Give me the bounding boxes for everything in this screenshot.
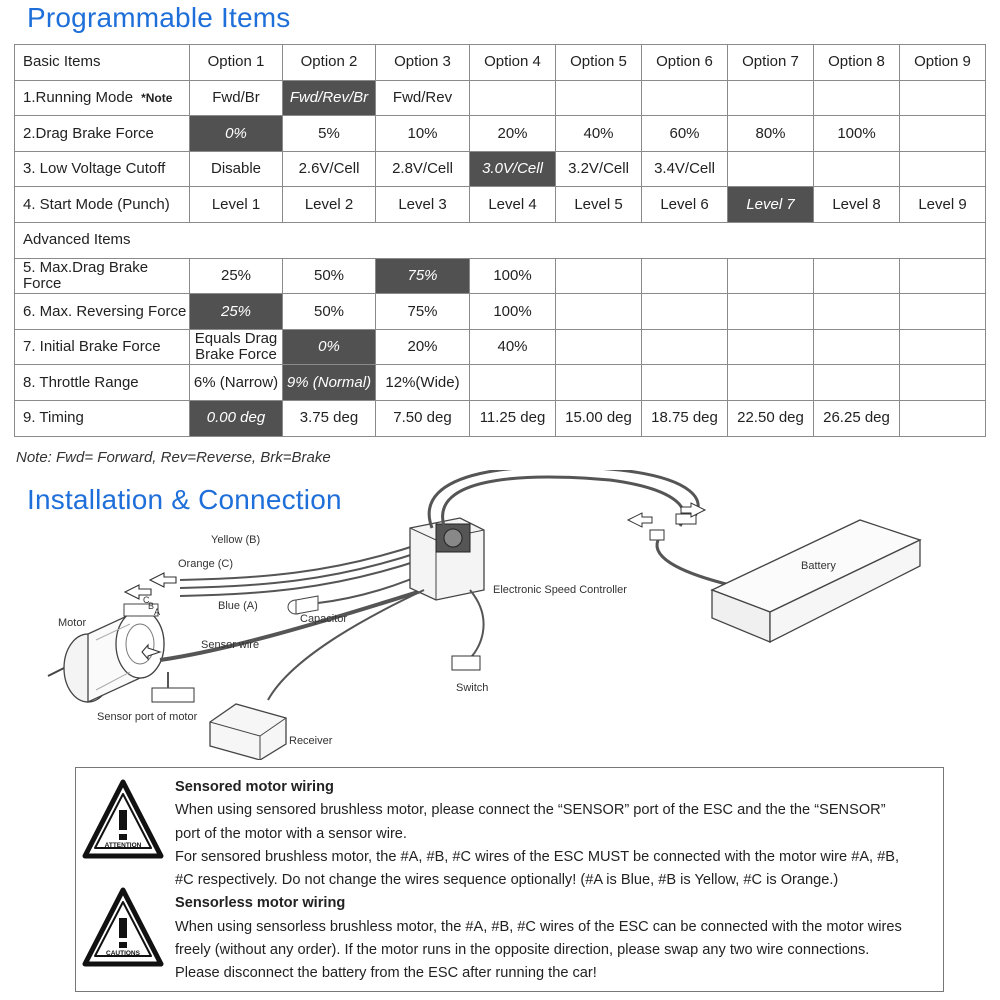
option-header: Option 3: [376, 45, 470, 81]
option-cell: 40%: [556, 116, 642, 152]
option-cell: [556, 329, 642, 365]
option-cell-default: 0%: [283, 329, 376, 365]
cautions-warning-icon: [81, 886, 165, 970]
option-cell-default: 0.00 deg: [190, 400, 283, 436]
abbreviation-note: Note: Fwd= Forward, Rev=Reverse, Brk=Brake: [16, 449, 331, 466]
sensorless-title: Sensorless motor wiring: [175, 895, 346, 912]
advanced-items-row: [15, 222, 986, 258]
row-label-text: 6. Max. Reversing Force: [23, 302, 187, 320]
option-cell: [900, 365, 986, 401]
option-cell: [556, 80, 642, 116]
switch-illustration: [452, 656, 480, 670]
option-cell-default: 25%: [190, 294, 283, 330]
option-cell: [642, 329, 728, 365]
label-esc: Electronic Speed Controller: [493, 584, 627, 596]
sensored-title: Sensored motor wiring: [175, 779, 334, 795]
svg-text:CAUTIONS: CAUTIONS: [106, 950, 140, 957]
basic-items-header: Basic Items: [15, 45, 190, 81]
table-header-row: [15, 45, 986, 81]
row-label: [15, 151, 190, 187]
option-cell: [814, 151, 900, 187]
option-cell: Level 9: [900, 187, 986, 223]
option-cell-default: Level 7: [728, 187, 814, 223]
option-header: Option 6: [642, 45, 728, 81]
option-header: Option 8: [814, 45, 900, 81]
table-row: [15, 187, 986, 223]
option-cell: 20%: [470, 116, 556, 152]
label-terminal-c: C: [143, 595, 150, 605]
option-cell: [900, 329, 986, 365]
row-label-text: 3. Low Voltage Cutoff: [23, 160, 166, 178]
option-cell: 100%: [470, 258, 556, 294]
label-orange-wire: Orange (C): [178, 558, 234, 570]
option-header: Option 5: [556, 45, 642, 81]
option-cell: [728, 151, 814, 187]
option-cell: Level 5: [556, 187, 642, 223]
option-cell: Level 1: [190, 187, 283, 223]
programmable-items-title: Programmable Items: [27, 2, 291, 33]
svg-text:ATTENTION: ATTENTION: [104, 842, 142, 849]
programmable-items-table: [14, 44, 986, 437]
option-cell: 50%: [283, 258, 376, 294]
receiver-illustration: [210, 704, 286, 760]
option-header: Option 2: [283, 45, 376, 81]
option-cell: [814, 258, 900, 294]
label-yellow-wire: Yellow (B): [211, 534, 261, 546]
row-label: [15, 400, 190, 436]
option-cell: [642, 80, 728, 116]
table-row: [15, 116, 986, 152]
battery-illustration: [712, 520, 920, 642]
sensored-line: For sensored brushless motor, the #A, #B, #C wires of the ESC MUST be connected with the motor wire #A, #B,: [175, 848, 900, 865]
table-row: [15, 365, 986, 401]
battery-wires: [429, 470, 698, 528]
option-cell-default: 0%: [190, 116, 283, 152]
label-battery: Battery: [801, 560, 836, 572]
row-label-text: 9. Timing: [23, 409, 84, 427]
sensorless-line: When using sensorless brushless motor, the #A, #B, #C wires of the ESC can be connected with the motor wires: [175, 918, 902, 935]
option-cell-default: 3.0V/Cell: [470, 151, 556, 187]
option-cell: [728, 329, 814, 365]
option-cell: [900, 151, 986, 187]
option-cell: 18.75 deg: [642, 400, 728, 436]
table-row: [15, 258, 986, 294]
option-cell: [642, 365, 728, 401]
option-cell-default: 9% (Normal): [283, 365, 376, 401]
option-cell: 2.6V/Cell: [283, 151, 376, 187]
row-label: [15, 80, 190, 116]
option-cell: Fwd/Rev: [376, 80, 470, 116]
row-label-text: 5. Max.Drag Brake Force: [23, 259, 149, 292]
row-note-marker: *Note: [141, 91, 173, 106]
row-label-text: 8. Throttle Range: [23, 373, 139, 391]
option-cell: 7.50 deg: [376, 400, 470, 436]
sensorless-line: Please disconnect the battery from the ESC after running the car!: [175, 965, 597, 982]
label-sensor-wire: Sensor wire: [201, 639, 260, 651]
label-switch: Switch: [456, 682, 489, 694]
option-header: Option 1: [190, 45, 283, 81]
option-cell: 100%: [470, 294, 556, 330]
option-cell-default: Fwd/Rev/Br: [283, 80, 376, 116]
label-sensor-port: Sensor port of motor: [97, 711, 198, 723]
advanced-items-header: Advanced Items: [15, 222, 986, 258]
row-label: [15, 365, 190, 401]
option-cell: [728, 294, 814, 330]
option-cell: 26.25 deg: [814, 400, 900, 436]
option-cell: [814, 329, 900, 365]
row-label-text: 7. Initial Brake Force: [23, 338, 161, 356]
option-cell: [642, 294, 728, 330]
option-cell: [900, 116, 986, 152]
label-capacitor: Capacitor: [300, 613, 348, 625]
option-cell: 5%: [283, 116, 376, 152]
row-label: [15, 116, 190, 152]
option-cell: [814, 365, 900, 401]
option-cell: 3.75 deg: [283, 400, 376, 436]
option-header: Option 7: [728, 45, 814, 81]
option-header: Option 9: [900, 45, 986, 81]
row-label: [15, 258, 190, 294]
option-cell: 100%: [814, 116, 900, 152]
option-cell: Disable: [190, 151, 283, 187]
table-row: [15, 400, 986, 436]
label-terminal-b: B: [148, 601, 155, 611]
wiring-warnings-box: [75, 767, 944, 992]
option-cell: Fwd/Br: [190, 80, 283, 116]
option-cell: [556, 365, 642, 401]
option-cell: 20%: [376, 329, 470, 365]
attention-warning-icon: [81, 778, 165, 862]
option-header: Option 4: [470, 45, 556, 81]
option-cell: 2.8V/Cell: [376, 151, 470, 187]
row-label-text: 2.Drag Brake Force: [23, 124, 154, 142]
switch-wire: [468, 590, 484, 660]
installation-title: Installation & Connection: [27, 484, 342, 515]
option-cell: 6% (Narrow): [190, 365, 283, 401]
table-row: [15, 151, 986, 187]
option-cell: Level 2: [283, 187, 376, 223]
option-cell: [900, 400, 986, 436]
option-cell: [900, 80, 986, 116]
option-cell: [470, 80, 556, 116]
option-cell: 15.00 deg: [556, 400, 642, 436]
option-cell: 11.25 deg: [470, 400, 556, 436]
option-cell: [556, 294, 642, 330]
row-label: [15, 294, 190, 330]
option-cell: [900, 294, 986, 330]
option-cell: [814, 80, 900, 116]
row-label-text: 4. Start Mode (Punch): [23, 195, 170, 213]
option-cell: 25%: [190, 258, 283, 294]
option-cell: [728, 80, 814, 116]
label-motor: Motor: [58, 617, 87, 629]
label-receiver: Receiver: [289, 735, 333, 747]
esc-illustration: [410, 518, 484, 600]
sensored-line: port of the motor with a sensor wire.: [175, 825, 407, 842]
option-cell: Level 8: [814, 187, 900, 223]
option-cell: [728, 365, 814, 401]
sensored-line: When using sensored brushless motor, please connect the “SENSOR” port of the ESC and the the “SENSOR”: [175, 802, 886, 819]
option-cell-default: 75%: [376, 258, 470, 294]
option-cell: 12%(Wide): [376, 365, 470, 401]
option-cell: 3.4V/Cell: [642, 151, 728, 187]
option-cell: 50%: [283, 294, 376, 330]
sensored-line: #C respectively. Do not change the wires sequence optionally! (#A is Blue, #B is Yellow, #C is Orange.): [175, 872, 839, 889]
option-cell: [642, 258, 728, 294]
option-cell: 80%: [728, 116, 814, 152]
label-blue-wire: Blue (A): [218, 600, 258, 612]
wiring-diagram: [0, 470, 1000, 760]
option-cell: [728, 258, 814, 294]
battery-connectors: [628, 503, 730, 585]
sensorless-line: freely (without any order). If the motor runs in the opposite direction, please swap any two wire connections.: [175, 942, 870, 959]
option-cell: 22.50 deg: [728, 400, 814, 436]
option-cell: [556, 258, 642, 294]
option-cell: 60%: [642, 116, 728, 152]
label-terminal-a: A: [154, 607, 161, 617]
row-label-text: 1.Running Mode: [23, 89, 134, 107]
option-cell: 3.2V/Cell: [556, 151, 642, 187]
table-row: [15, 329, 986, 365]
row-label: [15, 187, 190, 223]
sensor-port-illustration: [152, 688, 194, 702]
option-cell: Level 6: [642, 187, 728, 223]
option-cell: [814, 294, 900, 330]
option-cell: [900, 258, 986, 294]
option-cell: 10%: [376, 116, 470, 152]
table-row: [15, 80, 986, 116]
option-cell: [470, 365, 556, 401]
option-cell: 40%: [470, 329, 556, 365]
warning-text: [175, 776, 935, 986]
table-row: [15, 294, 986, 330]
option-cell: Equals Drag Brake Force: [190, 329, 283, 365]
option-cell: 75%: [376, 294, 470, 330]
option-cell: Level 4: [470, 187, 556, 223]
option-cell: Level 3: [376, 187, 470, 223]
row-label: [15, 329, 190, 365]
